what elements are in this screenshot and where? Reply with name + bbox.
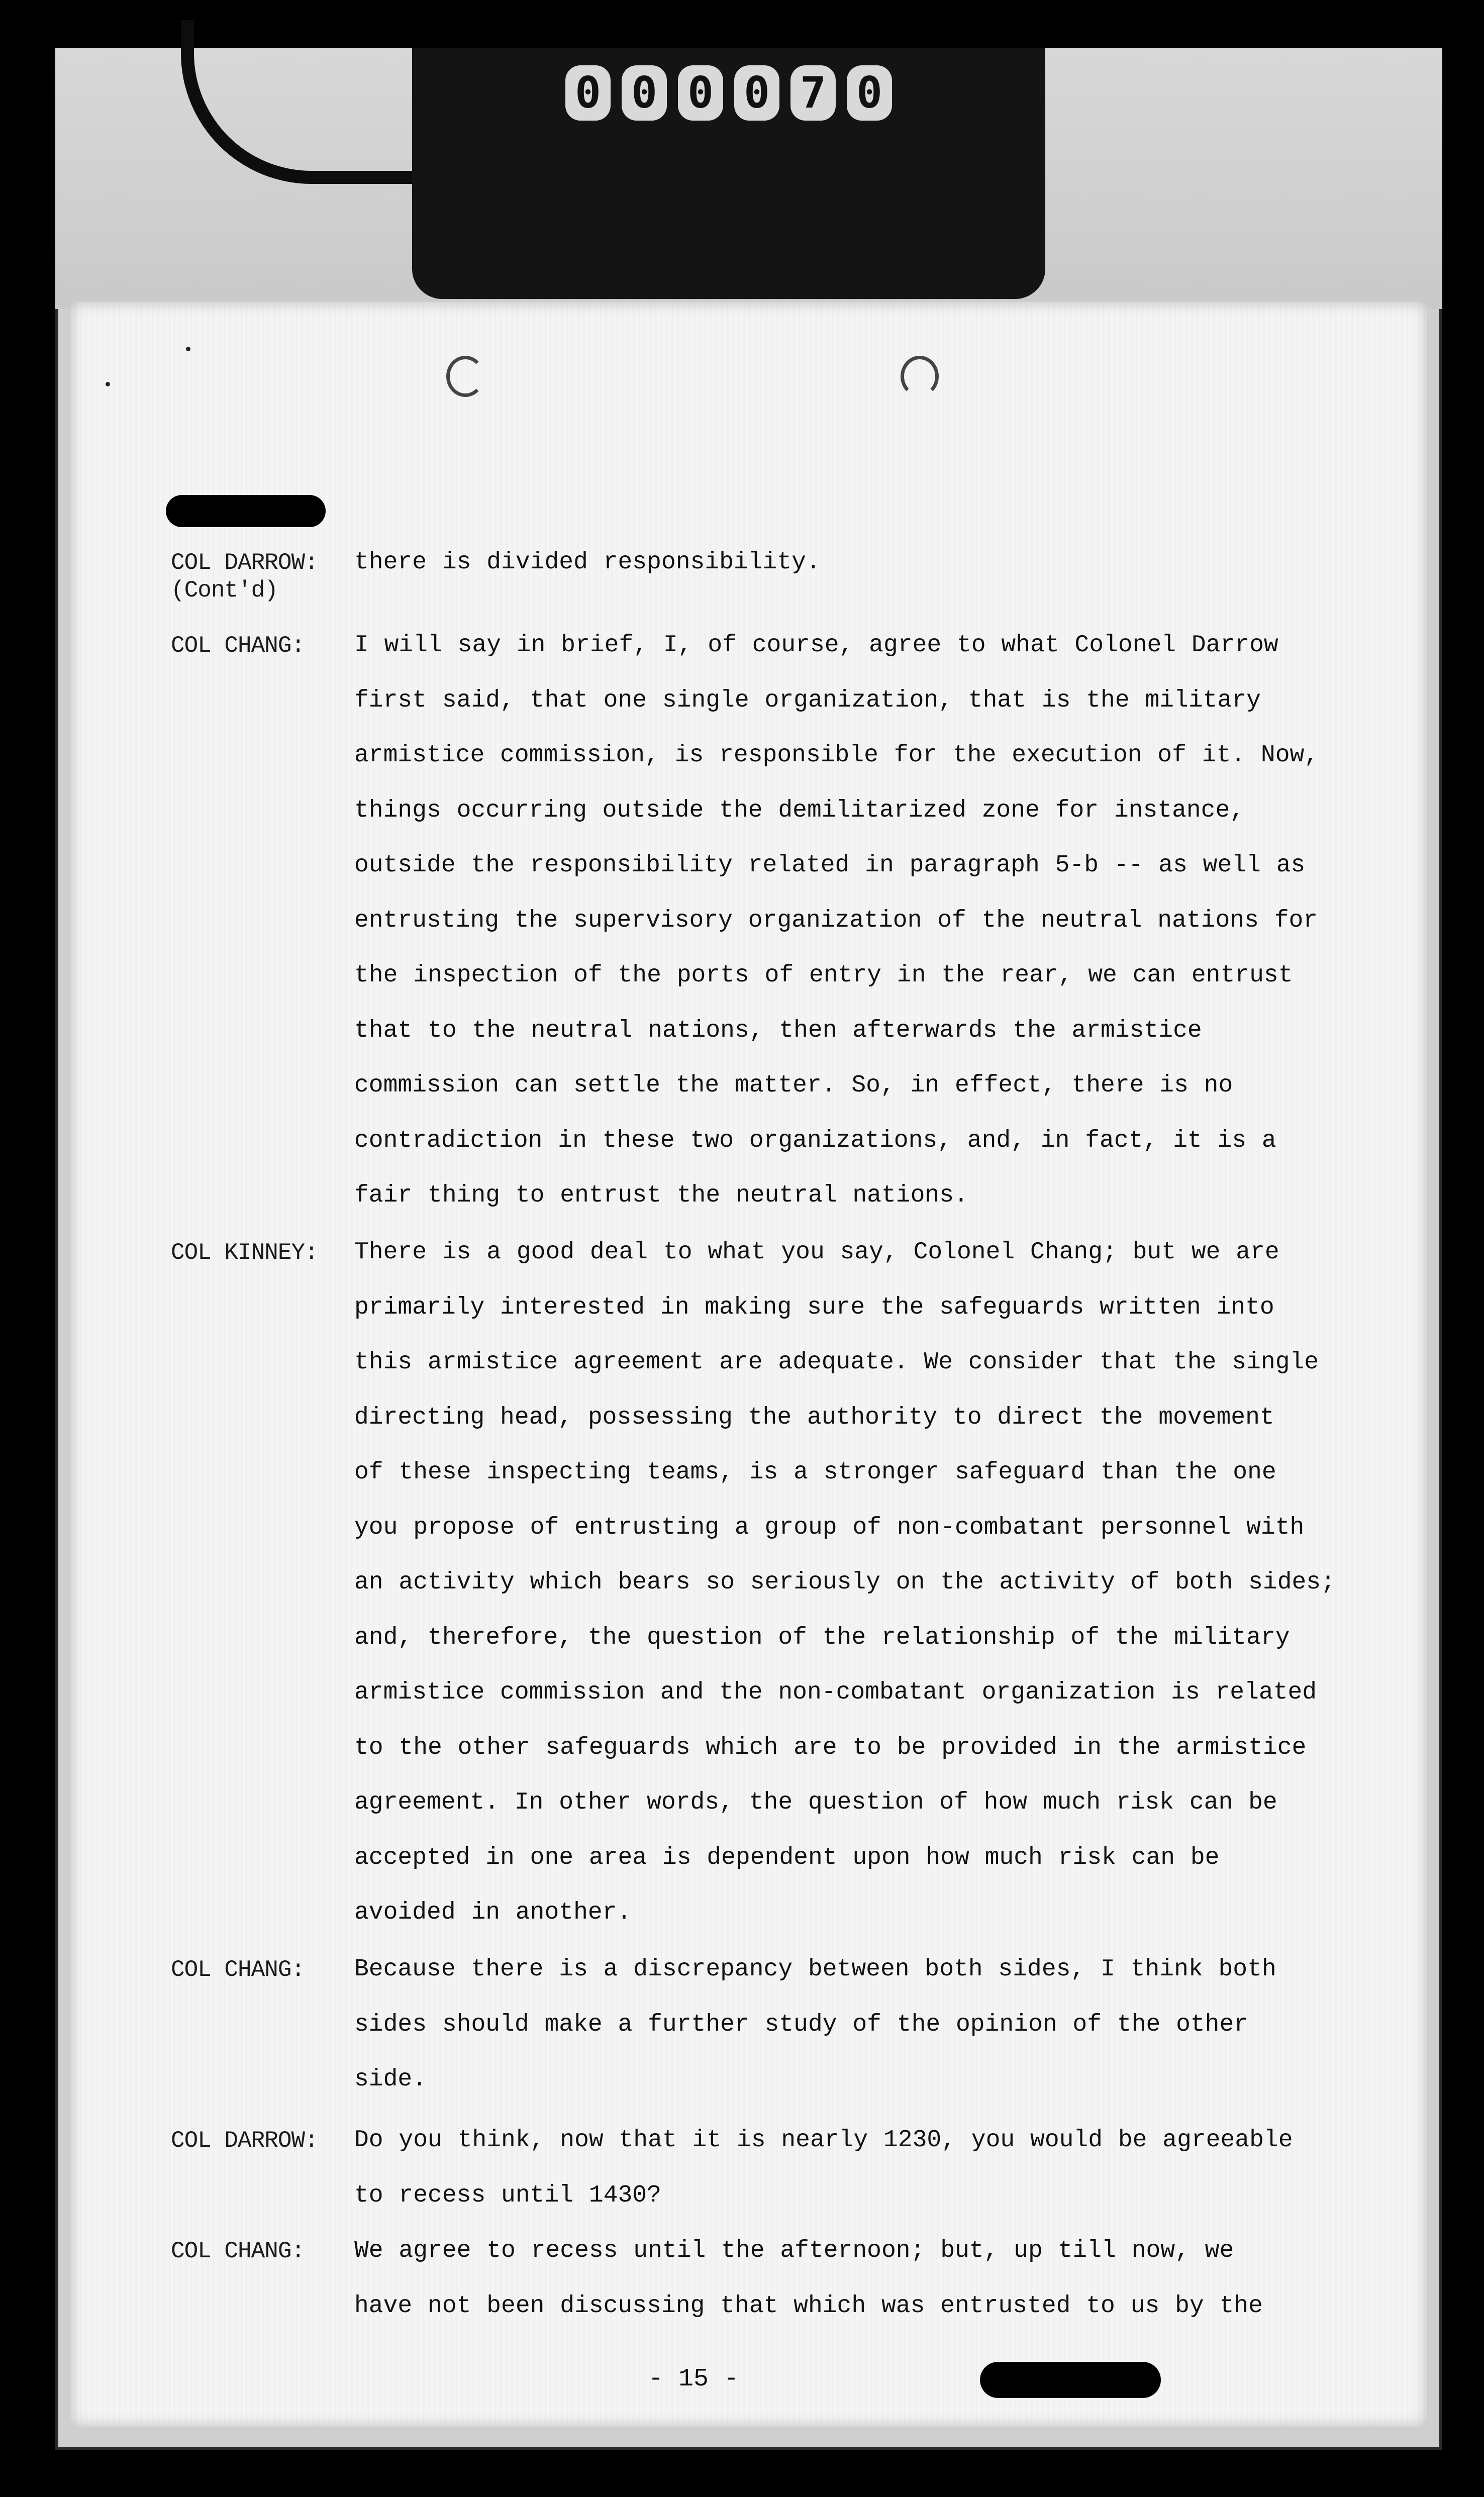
punch-hole <box>446 356 484 397</box>
punch-hole <box>901 356 939 397</box>
dialogue-entry <box>171 2113 1402 2223</box>
speaker-label: COL CHANG: <box>171 2238 305 2264</box>
serial-digit: 7 <box>790 65 836 121</box>
speaker-label: COL CHANG: <box>171 633 305 659</box>
redaction-mark <box>980 2362 1161 2398</box>
continued-note: (Cont'd) <box>171 577 278 604</box>
serial-number <box>503 65 955 126</box>
speaker-label <box>171 535 354 605</box>
speech-text: There is a good deal to what you say, Colonel Chang; but we are primarily interested in making sure the safeguards written into this armistice agreement are adequate. We consider that the single directing head, possessing the authority to direct the movement of these inspecting teams, is a stronger safeguard than the one you propose of entrusting a group of non-combatant personnel with an activity which bears so seriously on the activity of both sides; and, therefore, the question of the relationship of the military armistice commission and the non-combatant organization is related to the other safeguards which are to be provided in the armistice agreement. In other words, the question of how much risk can be accepted in one area is dependent upon how much risk can be avoided in another. <box>354 1239 1335 1926</box>
dialogue-entry <box>171 1225 1402 1941</box>
speech-text: there is divided responsibility. <box>354 549 821 576</box>
dust-speck <box>106 382 110 386</box>
serial-digit: 0 <box>734 65 779 121</box>
page-number: - 15 - <box>648 2365 739 2393</box>
serial-digit: 0 <box>847 65 892 121</box>
speaker-label: COL DARROW: <box>171 2128 318 2154</box>
serial-digit: 0 <box>622 65 667 121</box>
speech-text: Because there is a discrepancy between both sides, I think both sides should make a further study of the opinion of the other side. <box>354 1956 1276 2093</box>
speech-text: I will say in brief, I, of course, agree to what Colonel Darrow first said, that one single organization, that is the military armistice commission, is responsible for the execution of it. Now, things occurring outside the demilitarized zone for instance, outside the responsibility related in paragraph 5-b -- as well as entrusting the supervisory organization of the neutral nations for the inspection of the ports of entry in the rear, we can entrust that to the neutral nations, then afterwards the armistice commission can settle the matter. So, in effect, there is no contradiction in these two organizations, and, in fact, it is a fair thing to entrust the neutral nations. <box>354 632 1319 1209</box>
speech-text: We agree to recess until the afternoon; but, up till now, we have not been discussing that which was entrusted to us by the <box>354 2237 1263 2320</box>
speaker-label: COL KINNEY: <box>171 1240 318 1266</box>
serial-digit: 0 <box>678 65 723 121</box>
speaker-name: COL DARROW: <box>171 550 318 576</box>
dialogue-entry <box>171 535 1402 605</box>
speech-text: Do you think, now that it is nearly 1230, you would be agreeable to recess until 1430? <box>354 2127 1293 2209</box>
serial-digit: 0 <box>565 65 611 121</box>
dust-speck <box>186 347 190 351</box>
speaker-label: COL CHANG: <box>171 1957 305 1983</box>
dialogue-entry <box>171 618 1402 1224</box>
dialogue-entry <box>171 2224 1402 2334</box>
dialogue-entry <box>171 1942 1402 2108</box>
redaction-mark <box>166 495 326 527</box>
document-page <box>70 302 1427 2427</box>
